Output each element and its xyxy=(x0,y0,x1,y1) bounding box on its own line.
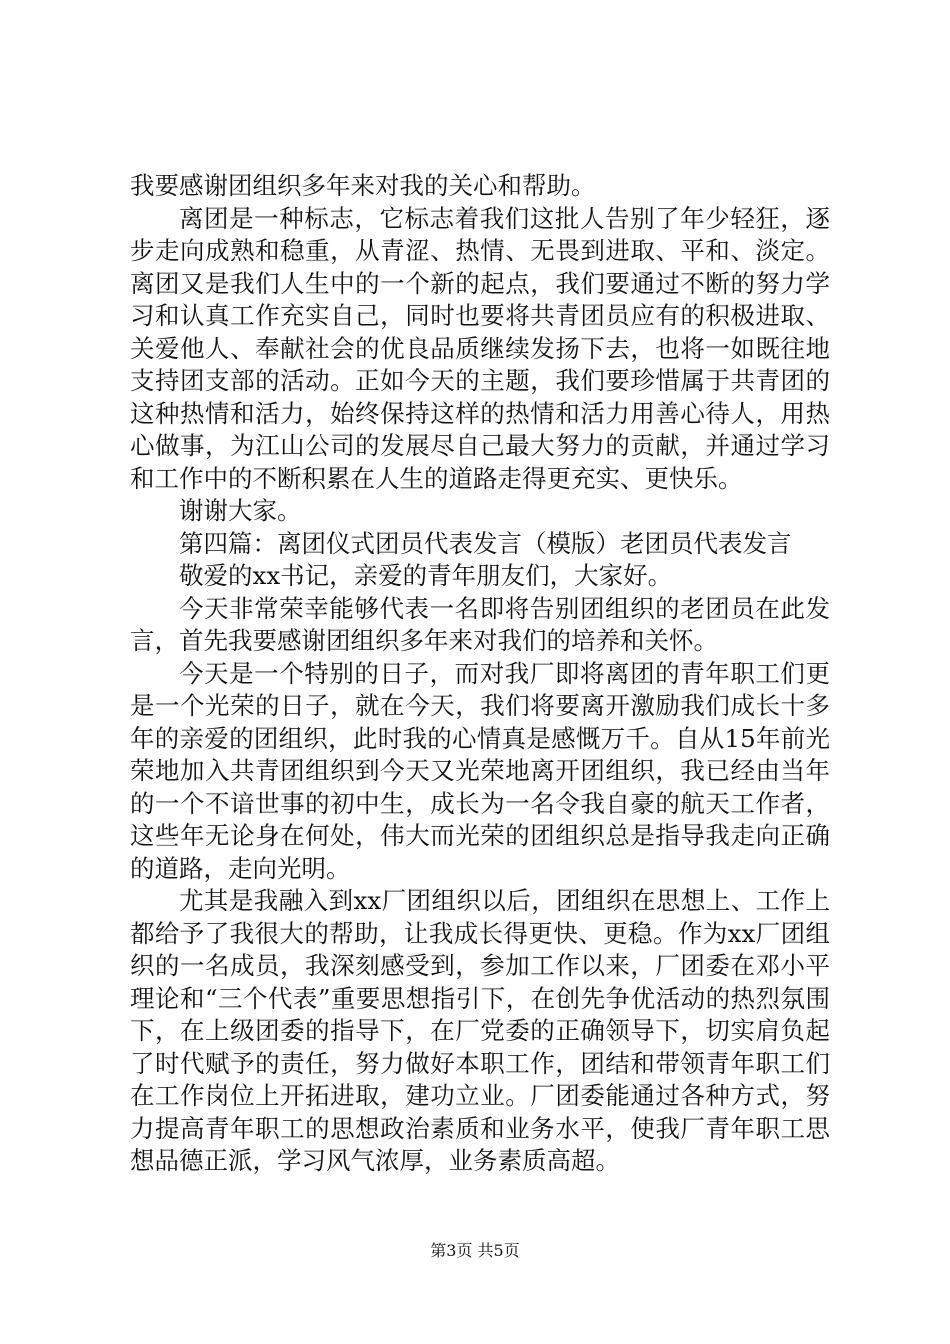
salutation: 敬爱的xx书记，亲爱的青年朋友们，大家好。 xyxy=(179,561,673,590)
paragraph: 我要感谢团组织多年来对我的关心和帮助。 xyxy=(130,171,596,200)
page-number: 第3页 共5页 xyxy=(430,1241,520,1260)
paragraph: 离团是一种标志，它标志着我们这批人告别了年少轻狂，逐步走向成熟和稳重，从青涩、热情、无畏到进取、平和、淡定。离团又是我们人生中的一个新的起点，我们要通过不断的努力学习和认真工作充实自己，同时也要将共青团员应有的积极进取、关爱他人、奉献社会的优良品质继续发扬下去，也将一如既往地支持团支部的活动。正如今天的主题，我们要珍惜属于共青团的这种热情和活力，始终保持这样的热情和活力用善心待人，用热心做事，为江山公司的发展尽自己最大努力的贡献，并通过学习和工作中的不断积累在人生的道路走得更充实、更快乐。 xyxy=(130,203,830,493)
paragraph: 尤其是我融入到xx厂团组织以后，团组织在思想上、工作上都给予了我很大的帮助，让我成长得更快、更稳。作为xx厂团组织的一名成员，我深刻感受到，参加工作以来，厂团委在邓小平理论和“三个代表”重要思想指引下，在创先争优活动的热烈氛围下，在上级团委的指导下，在厂党委的正确领导下，切实肩负起了时代赋予的责任，努力做好本职工作，团结和带领青年职工们在工作岗位上开拓进取，建功立业。厂团委能通过各种方式，努力提高青年职工的思想政治素质和业务水平，使我厂青年职工思想品德正派，学习风气浓厚，业务素质高超。 xyxy=(130,886,830,1175)
paragraph: 今天非常荣幸能够代表一名即将告别团组织的老团员在此发言，首先我要感谢团组织多年来对我们的培养和关怀。 xyxy=(130,593,830,655)
paragraph: 谢谢大家。 xyxy=(179,496,302,525)
document-body xyxy=(130,170,830,1178)
paragraph: 今天是一个特别的日子，而对我厂即将离团的青年职工们更是一个光荣的日子，就在今天，我们将要离开激励我们成长十多年的亲爱的团组织，此时我的心情真是感慨万千。自从15年前光荣地加入共青团组织到今天又光荣地离开团组织，我已经由当年的一个不谙世事的初中生，成长为一名令我自豪的航天工作者，这些年无论身在何处，伟大而光荣的团组织总是指导我走向正确的道路，走向光明。 xyxy=(130,658,830,883)
page-footer xyxy=(0,1241,950,1261)
section-heading: 第四篇：离团仪式团员代表发言（模版）老团员代表发言 xyxy=(179,528,792,558)
